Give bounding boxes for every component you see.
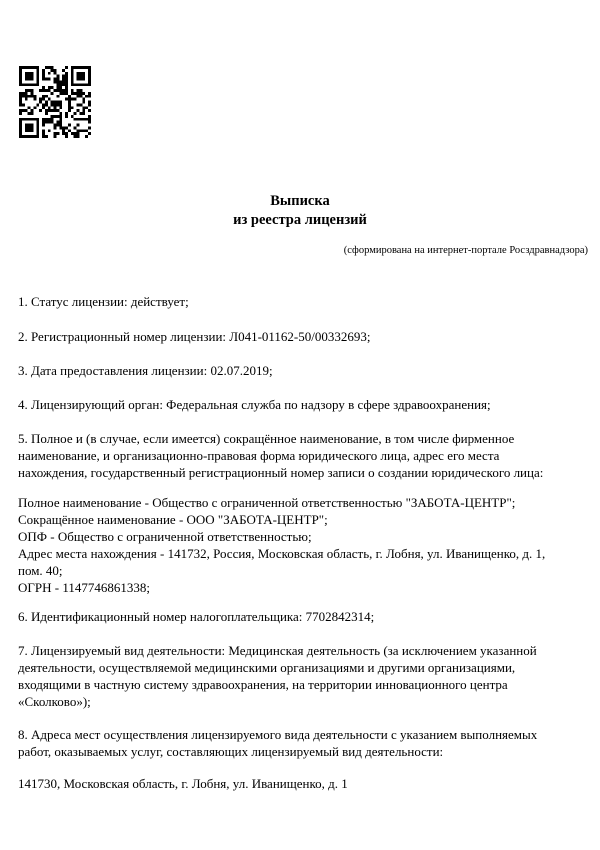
short-name: Сокращённое наименование - ООО "ЗАБОТА-ЦЕНТР";	[18, 512, 328, 527]
activity-line: «Сколково»);	[18, 694, 91, 709]
name-heading-line: 5. Полное и (в случае, если имеется) сокращённое наименование, в том числе фирменное	[18, 431, 515, 446]
document-title: Выписка	[270, 193, 330, 209]
qr-code	[19, 66, 91, 138]
addresses-heading-line: 8. Адреса мест осуществления лицензируемого вида деятельности с указанием выполняемых	[18, 727, 538, 742]
name-heading-line: наименование, и организационно-правовая форма юридического лица, адрес его места	[18, 448, 500, 463]
activity-address: 141730, Московская область, г. Лобня, ул. Иванищенко, д. 1	[18, 776, 348, 791]
legal-form: ОПФ - Общество с ограниченной ответственностью;	[18, 529, 312, 544]
inn: 6. Идентификационный номер налогоплательщика: 7702842314;	[18, 609, 375, 624]
addresses-heading-line: работ, оказываемых услуг, составляющих лицензируемый вид деятельности:	[18, 744, 444, 759]
source-note: (сформирована на интернет-портале Росздравнадзора)	[343, 245, 588, 256]
license-status: 1. Статус лицензии: действует;	[18, 294, 189, 309]
ogrn: ОГРН - 1147746861338;	[18, 580, 150, 595]
activity-line: 7. Лицензируемый вид деятельности: Медицинская деятельность (за исключением указанной	[18, 643, 537, 658]
licensing-authority: 4. Лицензирующий орган: Федеральная служба по надзору в сфере здравоохранения;	[18, 397, 491, 412]
registration-number: 2. Регистрационный номер лицензии: Л041-01162-50/00332693;	[18, 329, 371, 344]
full-name: Полное наименование - Общество с ограниченной ответственностью "ЗАБОТА-ЦЕНТР";	[18, 495, 516, 510]
legal-address: Адрес места нахождения - 141732, Россия, Московская область, г. Лобня, ул. Иванищенко, д. 1,	[18, 546, 546, 561]
legal-address-cont: пом. 40;	[18, 563, 63, 578]
activity-line: входящими в частную систему здравоохранения, на территории инновационного центра	[18, 677, 508, 692]
issue-date: 3. Дата предоставления лицензии: 02.07.2019;	[18, 363, 273, 378]
document-subtitle: из реестра лицензий	[233, 212, 367, 228]
activity-line: деятельности, осуществляемой медицинскими организациями и другими организациями,	[18, 660, 516, 675]
name-heading-line: нахождения, государственный регистрационный номер записи о создании юридического лица:	[18, 465, 544, 480]
